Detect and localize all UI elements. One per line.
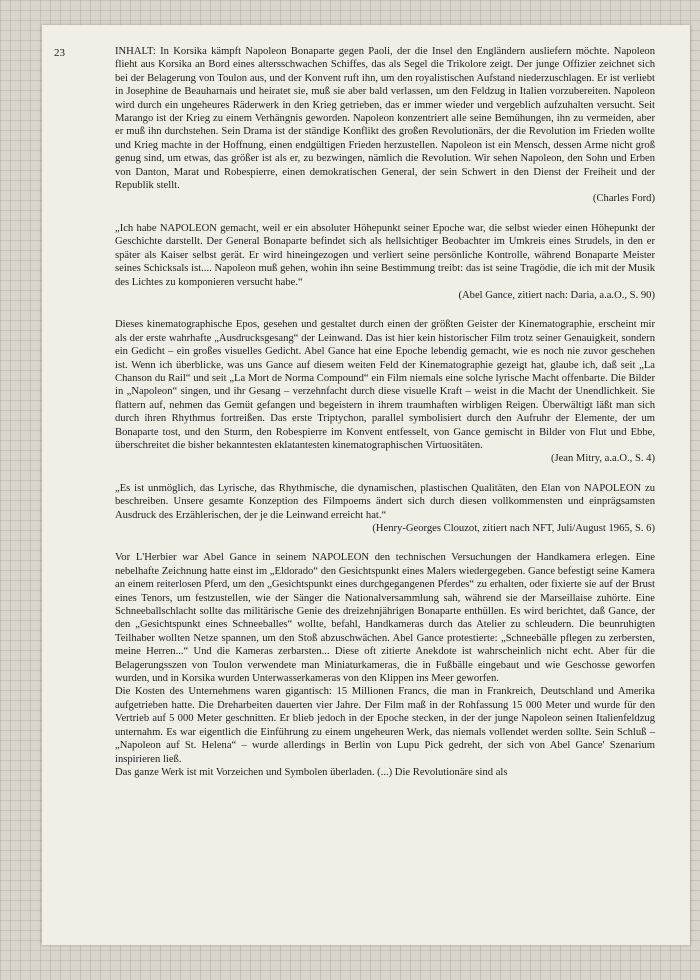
- history-paragraph: [115, 551, 655, 779]
- page-number: 23: [54, 47, 65, 59]
- attribution: (Henry-Georges Clouzot, zitiert nach NFT, Juli/August 1965, S. 6): [372, 523, 655, 534]
- quote-clouzot: [115, 482, 655, 536]
- attribution: (Abel Gance, zitiert nach: Daria, a.a.O., S. 90): [458, 289, 655, 301]
- synopsis-paragraph: [115, 45, 655, 206]
- quote-abel-gance: [115, 222, 655, 302]
- attribution: (Jean Mitry, a.a.O., S. 4): [550, 453, 655, 465]
- paragraph-text: Dieses kinematographische Epos, gesehen und gestaltet durch einen der größten Geister der Kinematographie, erscheint mir als der erste wahrhafte „Ausdrucksgesang“ der Leinwand. Das ist hier kein historischer Film trotz seiner Genauigkeit, sondern ein Gedicht – ein großes visuelles Gedicht. Abel Gance hat eine Epoche lebendig gemacht, wie es noch nie zuvor geschehen ist. Wenn ich überblicke, was uns Gance auf diesem weiten Feld der Kinematographie gezeigt hat, glaube ich, daß seit „La Chanson du Rail“ und seit „La Mort de Norma Compound“ ein Film niemals eine solche lyrische Macht offenbarte. Die Bilder in „Napoleon“ singen, und ihr Gesang – verzehnfacht durch diese visuelle Kraft – weist in die Macht der Unendlichkeit. Sie flattern auf, nehmen das Gemüt gefangen und begeistern in ihrem traumhaften wirbligen Reigen. Überwältigt läßt man sich durch ihren Rhythmus fortreißen. Das erste Triptychon, parallel symbolisiert durch den Aufruhr der Elemente, der um Bonaparte tost, und den Sturm, den Robespierre im Konvent entfesselt, von Gance gemischt in Bilder von Flut und Ebbe, überschreitet die bisher bekanntesten eklatantesten kinematographischen Virtuositäten.: [115, 319, 655, 451]
- quote-jean-mitry: [115, 318, 655, 465]
- document-page: [42, 25, 690, 945]
- attribution: (Charles Ford): [592, 193, 655, 205]
- paragraph-text: Vor L'Herbier war Abel Gance in seinem NAPOLEON den technischen Versuchungen der Handkamera erlegen. Eine nebelhafte Zeichnung hatte einst im „Eldorado“ den Gesichtspunkt eines Malers wiedergegeben. Gance befestigt seine Kamera an einem reiterlosen Pferd, um den „Gesichtspunkt eines durchgegangenen Pferdes“ zu erhalten, oder fixierte sie auf der Brust eines Tenors, um festzustellen, wie der Sänger die Nationalversammlung sah, während sie der Marseillaise zuhörte. Eine Schneeballschlacht sollte das militärische Genie des dreizehnjährigen Bonaparte enthüllen. Es wird berichtet, daß Gance, der den „Gesichtspunkt eines Schneeballes“ wollte, befahl, Handkameras durch das Atelier zu schleudern. Die beunruhigten Teilhaber wollten Netze spannen, um den Stoß abzuschwächen. Abel Gance protestierte: „Schneebälle pflegen zu zerbersten, meine Herren...“ Und die Kameras zerbarsten... Diese oft zitierte Anekdote ist wahrscheinlich nicht echt. Aber für die Belagerungsszen von Toulon verwendete man Miniaturkameras, die in Fußbälle eingebaut und wie Geschosse geworfen wurden, und in Korsika wurden Unterwasserkameras von den Klippen ins Meer geworfen. Die Kosten des Unternehmens waren gigantisch: 15 Millionen Francs, die man in Frankreich, Deutschland und Amerika aufgetrieben hatte. Die Dreharbeiten dauerten vier Jahre. Der Film maß in der Rohfassung 15 000 Meter und wurde für den Vertrieb auf 5 000 Meter geschnitten. Er blieb jedoch in der Epoche stecken, in der der junge Napoleon seinen Italienfeldzug unternahm. Es war eigentlich die Einführung zu einem ungeheuren Werk, das niemals vollendet werden sollte. Sein Schluß – „Napoleon auf St. Helena“ – wurde allerdings in Berlin von Lupu Pick gedreht, der sich von Abel Gance' Szenarium inspirieren ließ. Das ganze Werk ist mit Vorzeichen und Symbolen überladen. (...) Die Revolutionäre sind als: [115, 552, 655, 778]
- paragraph-text: INHALT: In Korsika kämpft Napoleon Bonaparte gegen Paoli, der die Insel den Engländern ausliefern möchte. Napoleon flieht aus Korsika an Bord eines altersschwachen Schiffes, das als Segel die Trikolore zeigt. Der junge Offizier zeichnet sich bei der Belagerung von Toulon aus, und der Konvent ruft ihn, um den royalistischen Aufstand niederzuschlagen. Er ist verliebt in Josephine de Beauharnais und heiratet sie, muß sie aber bald verlassen, um den Feldzug in Italien vorzubereiten. Napoleon wird durch ein ungeheures Räderwerk in den Krieg getrieben, das er immer wieder und vergeblich aufzuhalten versucht. Seit Marango ist der Krieg zu einem Verhängnis geworden. Napoleon konzentriert alle seine Bemühungen, ihn zu vermeiden, aber er muß ihn durchstehen. Sein Drama ist der ständige Konflikt des großen Revolutionärs, der die Revolution im Frieden wollte und Krieg machte in der Hoffnung, einen endgültigen Frieden herzustellen. Napoleon ist ein Mensch, dessen Arme nicht groß genug sind, um etwas, das größer ist als er, zu bezwingen, nämlich die Revolution. Wir sehen Napoleon, den Sohn und Erben von Danton, Marat und Robespierre, einen demokratischen General, der sein Schwert in den Dienst der Freiheit und der Republik stellt.: [115, 46, 655, 192]
- document-body: [115, 45, 655, 795]
- paragraph-text: „Es ist unmöglich, das Lyrische, das Rhythmische, die dynamischen, plastischen Qualitäten, den Elan von NAPOLEON zu beschreiben. Unsere gesamte Konzeption des Filmpoems ändert sich durch diesen vollkommensten und einprägsamsten Ausdruck des Erzählerischen, der je die Leinwand erreicht hat.“: [115, 482, 655, 521]
- paragraph-text: „Ich habe NAPOLEON gemacht, weil er ein absoluter Höhepunkt seiner Epoche war, die selbst wieder einen Höhepunkt der Geschichte darstellt. Der General Bonaparte befindet sich als hellsichtiger Beobachter im Umkreis eines Strudels, in den er später als Kaiser selbst gerät. Er wird hineingezogen und verliert seine persönliche Kontrolle, während Bonaparte Meister seines Schicksals ist.... Napoleon muß gehen, wohin ihn seine Bestimmung treibt: das ist seine Tragödie, die ich mit der Musik des Lichtes zu komponieren versucht habe.“: [115, 222, 655, 288]
